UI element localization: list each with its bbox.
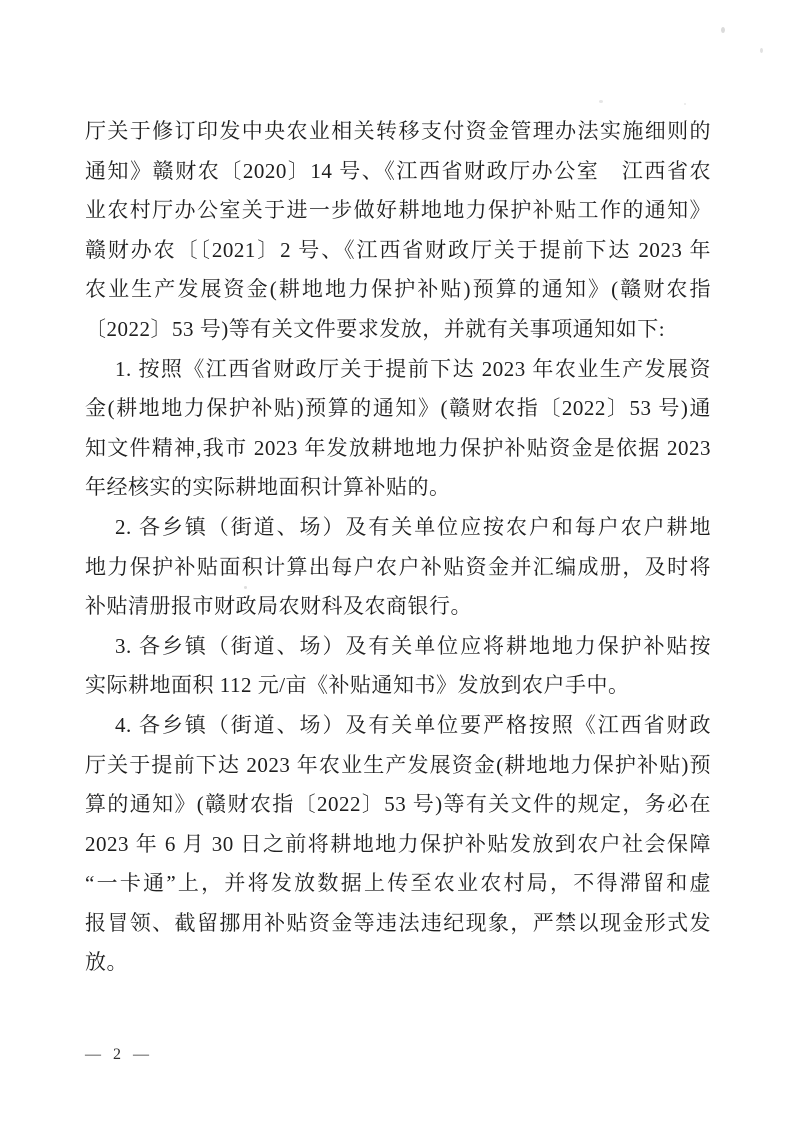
scan-speck xyxy=(760,48,763,53)
body-line: 2023 年 6 月 30 日之前将耕地地力保护补贴发放到农户社会保障 xyxy=(85,831,711,856)
body-line-item-4: 4. 各乡镇（街道、场）及有关单位要严格按照《江西省财政 xyxy=(115,712,711,737)
body-line: 补贴清册报市财政局农财科及农商银行。 xyxy=(85,594,472,619)
body-line-item-3: 3. 各乡镇（街道、场）及有关单位应将耕地地力保护补贴按 xyxy=(115,633,711,658)
scan-speck xyxy=(244,586,247,589)
body-line: 年经核实的实际耕地面积计算补贴的。 xyxy=(85,475,451,500)
body-line: 通知》赣财农〔2020〕14 号、《江西省财政厅办公室 江西省农 xyxy=(85,158,711,183)
body-line: 金(耕地地力保护补贴)预算的通知》(赣财农指〔2022〕53 号)通 xyxy=(85,396,711,421)
body-line: 厅关于提前下达 2023 年农业生产发展资金(耕地地力保护补贴)预 xyxy=(85,752,711,777)
body-line: 地力保护补贴面积计算出每户农户补贴资金并汇编成册，及时将 xyxy=(85,554,711,579)
scan-speck xyxy=(684,103,686,105)
body-line: 知文件精神,我市 2023 年发放耕地地力保护补贴资金是依据 2023 xyxy=(85,435,711,460)
body-line: “一卡通”上，并将发放数据上传至农业农村局，不得滞留和虚 xyxy=(85,871,711,896)
body-line: 实际耕地面积 112 元/亩《补贴通知书》发放到农户手中。 xyxy=(85,673,630,698)
scan-speck xyxy=(721,27,725,33)
page-number: — 2 — xyxy=(85,1046,153,1063)
scan-speck xyxy=(599,100,603,103)
body-line: 算的通知》(赣财农指〔2022〕53 号)等有关文件的规定，务必在 xyxy=(85,792,711,817)
body-line: 业农村厅办公室关于进一步做好耕地地力保护补贴工作的通知》 xyxy=(85,198,711,223)
body-line: 〔2022〕53 号)等有关文件要求发放，并就有关事项通知如下: xyxy=(85,316,666,341)
body-line: 厅关于修订印发中央农业相关转移支付资金管理办法实施细则的 xyxy=(85,119,711,143)
body-line: 农业生产发展资金(耕地地力保护补贴)预算的通知》(赣财农指 xyxy=(85,277,711,302)
document-body xyxy=(85,112,711,983)
body-line: 赣财办农〔〔2021〕2 号、《江西省财政厅关于提前下达 2023 年 xyxy=(85,237,711,262)
body-line-item-2: 2. 各乡镇（街道、场）及有关单位应按农户和每户农户耕地 xyxy=(115,514,711,539)
body-line-item-1: 1. 按照《江西省财政厅关于提前下达 2023 年农业生产发展资 xyxy=(115,356,711,381)
body-line: 放。 xyxy=(85,950,128,975)
body-line: 报冒领、截留挪用补贴资金等违法违纪现象，严禁以现金形式发 xyxy=(85,910,711,935)
